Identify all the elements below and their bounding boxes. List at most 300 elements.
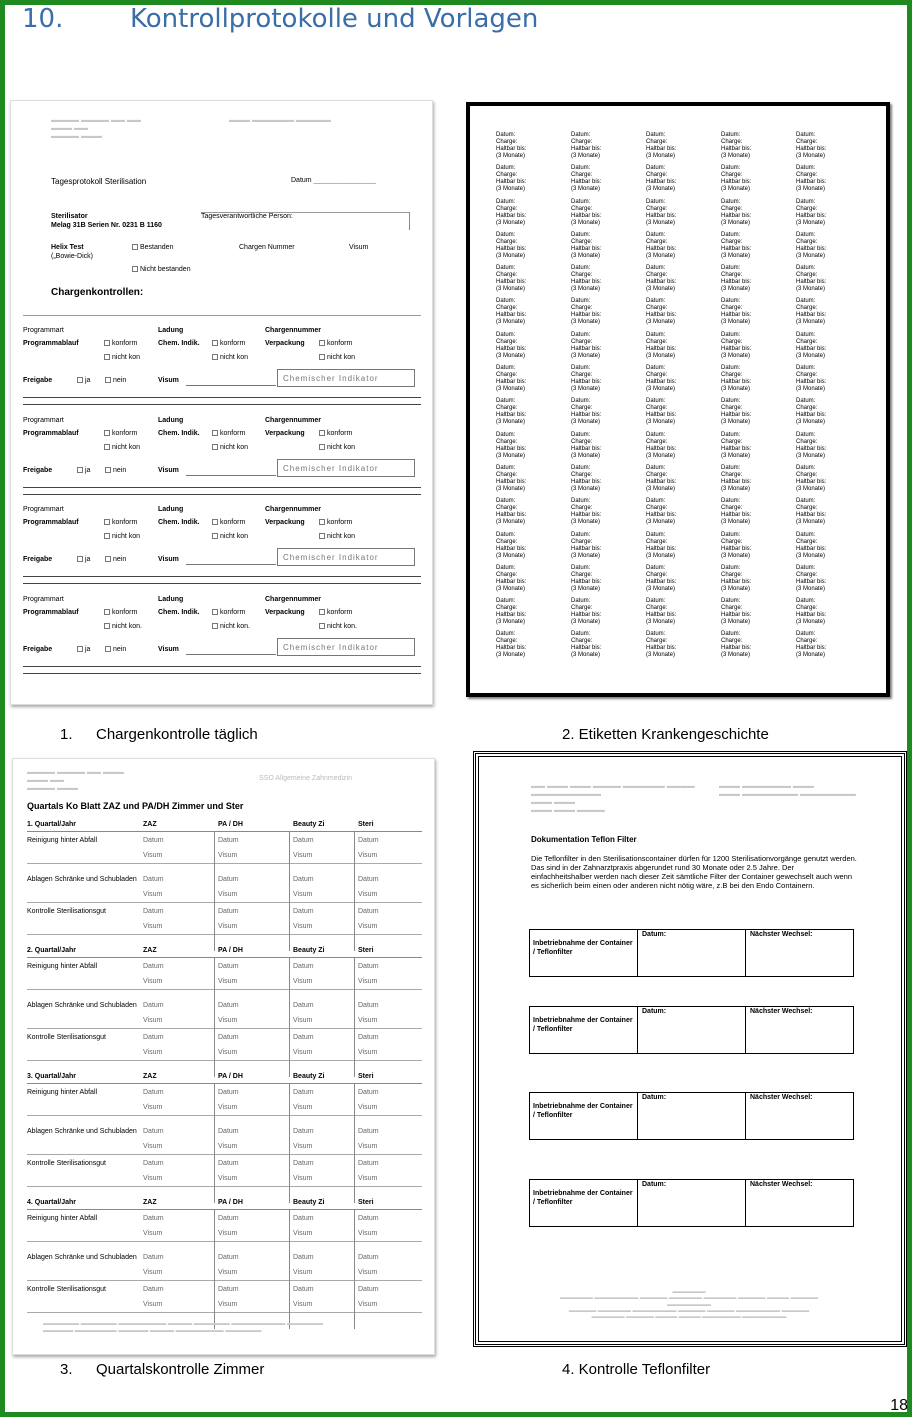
label-cell: Datum: Charge: Haltbar bis: (3 Monate) — [571, 198, 602, 226]
column-header: PA / DH — [218, 1073, 243, 1080]
ladung-label: Ladung — [158, 327, 184, 334]
datum-cell: Datum — [293, 1286, 314, 1293]
visum-cell: Visum — [218, 1230, 238, 1237]
row-label: Ablagen Schränke und Schubladen — [27, 1002, 137, 1009]
row-label: Kontrolle Sterilisationsgut — [27, 1034, 106, 1041]
datum-field[interactable]: Datum: — [638, 930, 746, 976]
teflon-record-box — [529, 929, 854, 977]
column-divider — [354, 1083, 355, 1203]
divider — [27, 1186, 422, 1187]
freigabe-label: Freigabe — [23, 646, 53, 653]
datum-cell: Datum — [143, 1002, 164, 1009]
programmablauf-label: Programmablauf — [23, 609, 79, 616]
nicht-konform-option: nicht kon — [319, 354, 355, 362]
label-cell: Datum: Charge: Haltbar bis: (3 Monate) — [796, 531, 827, 559]
visum-cell: Visum — [293, 1269, 313, 1276]
wechsel-field[interactable]: Nächster Wechsel: — [750, 1008, 813, 1015]
chargennummer-label: Chargennummer — [265, 327, 322, 334]
label-cell: Datum: Charge: Haltbar bis: (3 Monate) — [496, 464, 527, 492]
checkbox[interactable] — [319, 519, 325, 525]
row-label: Ablagen Schränke und Schubladen — [27, 1254, 137, 1261]
chargennummer-label: Chargennummer — [265, 506, 322, 513]
visum-label: Visum — [158, 377, 179, 384]
verpackung-label: Verpackung — [265, 519, 305, 526]
visum-cell: Visum — [143, 852, 163, 859]
checkbox[interactable] — [212, 519, 218, 525]
freigabe-label: Freigabe — [23, 556, 53, 563]
visum-cell: Visum — [143, 1049, 163, 1056]
box-label: Inbetriebnahme der Container / Teflonfilter — [530, 1093, 638, 1139]
label-cell: Datum: Charge: Haltbar bis: (3 Monate) — [646, 331, 677, 359]
datum-cell: Datum — [143, 837, 164, 844]
label-cell: Datum: Charge: Haltbar bis: (3 Monate) — [646, 132, 677, 159]
datum-cell: Datum — [218, 963, 239, 970]
label-cell: Datum: Charge: Haltbar bis: (3 Monate) — [571, 265, 602, 293]
label-cell: Datum: Charge: Haltbar bis: (3 Monate) — [646, 564, 677, 592]
label-cell: Datum: Charge: Haltbar bis: (3 Monate) — [496, 198, 527, 226]
datum-cell: Datum — [218, 1034, 239, 1041]
datum-cell: Datum — [218, 876, 239, 883]
datum-cell: Datum — [358, 1160, 379, 1167]
konform-option: konform — [319, 340, 352, 348]
section-number: 10. — [22, 4, 64, 34]
checkbox[interactable] — [105, 377, 111, 383]
indikator-box: Chemischer Indikator — [277, 638, 415, 656]
datum-field[interactable]: Datum: — [638, 1093, 746, 1139]
checkbox[interactable] — [319, 533, 325, 539]
divider — [27, 989, 422, 990]
visum-cell: Visum — [143, 923, 163, 930]
label-cell: Datum: Charge: Haltbar bis: (3 Monate) — [646, 598, 677, 626]
section-title: Kontrollprotokolle und Vorlagen — [130, 4, 539, 34]
chargennummer-label: Chargennummer — [265, 417, 322, 424]
nicht-bestanden-option: Nicht bestanden — [132, 266, 191, 274]
chem-indik-label: Chem. Indik. — [158, 340, 200, 347]
visum-cell: Visum — [218, 1143, 238, 1150]
datum-cell: Datum — [218, 1002, 239, 1009]
visum-cell: Visum — [358, 1269, 378, 1276]
quarter-label: 2. Quartal/Jahr — [27, 947, 77, 954]
visum-cell: Visum — [143, 891, 163, 898]
label-cell: Datum: Charge: Haltbar bis: (3 Monate) — [496, 564, 527, 592]
bestanden-option: Bestanden — [132, 244, 173, 252]
label-cell: Datum: Charge: Haltbar bis: (3 Monate) — [646, 498, 677, 526]
divider — [27, 1028, 422, 1029]
konform-option: konform — [319, 609, 352, 617]
column-divider — [289, 1209, 290, 1329]
label-cell: Datum: Charge: Haltbar bis: (3 Monate) — [496, 531, 527, 559]
datum-field[interactable]: Datum: — [638, 1180, 746, 1226]
label-cell: Datum: Charge: Haltbar bis: (3 Monate) — [721, 132, 752, 159]
row-label: Ablagen Schränke und Schubladen — [27, 876, 137, 883]
divider — [27, 863, 422, 864]
datum-cell: Datum — [293, 876, 314, 883]
column-divider — [214, 831, 215, 951]
divider — [27, 1083, 422, 1084]
nein-option: nein — [105, 646, 126, 654]
label-cell: Datum: Charge: Haltbar bis: (3 Monate) — [646, 265, 677, 293]
label-cell: Datum: Charge: Haltbar bis: (3 Monate) — [571, 331, 602, 359]
label-cell: Datum: Charge: Haltbar bis: (3 Monate) — [721, 365, 752, 393]
konform-option: konform — [212, 430, 245, 438]
wechsel-field[interactable]: Nächster Wechsel: — [750, 931, 813, 938]
checkbox[interactable] — [105, 467, 111, 473]
nicht-konform-option: nicht kon — [212, 444, 248, 452]
chem-indik-label: Chem. Indik. — [158, 609, 200, 616]
visum-cell: Visum — [143, 1230, 163, 1237]
divider — [27, 1312, 422, 1313]
datum-cell: Datum — [293, 1160, 314, 1167]
indikator-box: Chemischer Indikator — [277, 459, 415, 477]
column-header: Beauty Zi — [293, 1073, 325, 1080]
programmablauf-label: Programmablauf — [23, 340, 79, 347]
visum-cell: Visum — [358, 1175, 378, 1182]
column-header: PA / DH — [218, 1199, 243, 1206]
verpackung-label: Verpackung — [265, 609, 305, 616]
nicht-konform-option: nicht kon — [104, 533, 140, 541]
datum-cell: Datum — [358, 876, 379, 883]
checkbox[interactable] — [212, 340, 218, 346]
divider — [27, 1241, 422, 1242]
chem-indik-label: Chem. Indik. — [158, 430, 200, 437]
checkbox[interactable] — [105, 646, 111, 652]
divider — [27, 1115, 422, 1116]
visum-cell: Visum — [358, 923, 378, 930]
column-divider — [289, 957, 290, 1077]
checkbox[interactable] — [77, 646, 83, 652]
helix-sub: („Bowie-Dick) — [51, 253, 93, 260]
ladung-label: Ladung — [158, 596, 184, 603]
ja-option: ja — [77, 377, 90, 385]
checkbox[interactable] — [319, 430, 325, 436]
programmart-label: Programmart — [23, 506, 64, 513]
label-cell: Datum: Charge: Haltbar bis: (3 Monate) — [496, 132, 527, 159]
checkbox[interactable] — [212, 354, 218, 360]
datum-cell: Datum — [218, 1286, 239, 1293]
label-cell: Datum: Charge: Haltbar bis: (3 Monate) — [721, 564, 752, 592]
label-cell: Datum: Charge: Haltbar bis: (3 Monate) — [571, 431, 602, 459]
label-cell: Datum: Charge: Haltbar bis: (3 Monate) — [721, 598, 752, 626]
visum-cell: Visum — [143, 1301, 163, 1308]
label-cell: Datum: Charge: Haltbar bis: (3 Monate) — [571, 398, 602, 426]
datum-cell: Datum — [218, 837, 239, 844]
datum-cell: Datum — [143, 908, 164, 915]
label-cell: Datum: Charge: Haltbar bis: (3 Monate) — [796, 564, 827, 592]
checkbox[interactable] — [104, 623, 110, 629]
label-cell: Datum: Charge: Haltbar bis: (3 Monate) — [796, 198, 827, 226]
checkbox[interactable] — [319, 609, 325, 615]
label-cell: Datum: Charge: Haltbar bis: (3 Monate) — [796, 265, 827, 293]
visum-cell: Visum — [218, 1017, 238, 1024]
letterhead-right: ▬▬▬ ▬▬▬▬▬▬▬ ▬▬▬ ▬▬▬ ▬▬▬▬▬▬▬▬ ▬▬▬▬▬▬▬▬ — [719, 783, 856, 799]
visum-cell: Visum — [143, 1017, 163, 1024]
visum-cell: Visum — [293, 1301, 313, 1308]
label-grid — [496, 132, 871, 665]
helix-label: Helix Test — [51, 244, 84, 251]
nicht-konform-option: nicht kon. — [104, 623, 142, 631]
column-divider — [354, 831, 355, 951]
wechsel-field[interactable]: Nächster Wechsel: — [750, 1181, 813, 1188]
datum-cell: Datum — [358, 1034, 379, 1041]
nicht-konform-option: nicht kon — [212, 533, 248, 541]
column-header: ZAZ — [143, 1199, 157, 1206]
doc1-datum-label: Datum ________________ — [291, 177, 376, 184]
column-header: Beauty Zi — [293, 821, 325, 828]
datum-cell: Datum — [358, 1254, 379, 1261]
checkbox[interactable] — [77, 377, 83, 383]
visum-cell: Visum — [293, 1175, 313, 1182]
footer-text: ▬▬▬▬▬▬ ▬▬▬▬▬▬ ▬▬▬▬▬▬▬▬ ▬▬▬▬ ▬▬▬▬▬▬ ▬▬▬▬▬▬▬▬▬ ▬▬▬▬▬▬ ▬▬▬▬▬ ▬▬▬▬▬▬▬ ▬▬▬▬▬ ▬▬▬▬ ▬▬▬▬▬▬▬▬ ▬▬▬▬▬▬ — [43, 1321, 324, 1334]
label-cell: Datum: Charge: Haltbar bis: (3 Monate) — [571, 298, 602, 326]
letterhead-left: ▬▬▬▬ ▬▬▬▬ ▬▬ ▬▬▬ ▬▬▬ ▬▬ ▬▬▬▬ ▬▬▬ — [27, 769, 124, 793]
visum-cell: Visum — [293, 1230, 313, 1237]
datum-cell: Datum — [143, 1254, 164, 1261]
checkbox[interactable] — [104, 519, 110, 525]
nicht-konform-option: nicht kon — [319, 533, 355, 541]
nicht-konform-option: nicht kon — [212, 354, 248, 362]
visum-label: Visum — [349, 244, 369, 251]
label-cell: Datum: Charge: Haltbar bis: (3 Monate) — [646, 365, 677, 393]
checkbox[interactable] — [105, 556, 111, 562]
row-label: Reinigung hinter Abfall — [27, 1089, 98, 1096]
datum-cell: Datum — [293, 1089, 314, 1096]
checkbox[interactable] — [212, 444, 218, 450]
column-divider — [354, 1209, 355, 1329]
divider — [23, 404, 421, 405]
divider — [409, 212, 410, 230]
label-cell: Datum: Charge: Haltbar bis: (3 Monate) — [796, 231, 827, 259]
column-divider — [214, 1083, 215, 1203]
teflon-record-box — [529, 1179, 854, 1227]
quarter-label: 3. Quartal/Jahr — [27, 1073, 77, 1080]
visum-cell: Visum — [143, 1175, 163, 1182]
divider — [27, 957, 422, 958]
label-cell: Datum: Charge: Haltbar bis: (3 Monate) — [571, 598, 602, 626]
datum-cell: Datum — [293, 1128, 314, 1135]
column-header: Steri — [358, 947, 374, 954]
checkbox[interactable] — [104, 340, 110, 346]
letterhead-left: ▬▬ ▬▬▬ ▬▬▬ ▬▬▬▬ ▬▬▬▬▬▬ ▬▬▬▬ ▬▬▬▬▬▬▬▬▬▬ ▬▬▬ ▬▬▬ ▬▬▬ ▬▬▬ ▬▬▬▬ — [531, 783, 695, 815]
datum-cell: Datum — [218, 1254, 239, 1261]
checkbox[interactable] — [104, 354, 110, 360]
konform-option: konform — [212, 519, 245, 527]
label-cell: Datum: Charge: Haltbar bis: (3 Monate) — [796, 165, 827, 193]
visum-cell: Visum — [218, 1104, 238, 1111]
label-cell: Datum: Charge: Haltbar bis: (3 Monate) — [571, 231, 602, 259]
visum-cell: Visum — [293, 1017, 313, 1024]
label-cell: Datum: Charge: Haltbar bis: (3 Monate) — [571, 631, 602, 659]
checkbox[interactable] — [319, 444, 325, 450]
label-cell: Datum: Charge: Haltbar bis: (3 Monate) — [721, 464, 752, 492]
datum-cell: Datum — [218, 1215, 239, 1222]
doc3-title: Quartals Ko Blatt ZAZ und PA/DH Zimmer und Ster — [27, 801, 244, 811]
divider — [27, 831, 422, 832]
datum-cell: Datum — [358, 1215, 379, 1222]
visum-cell: Visum — [358, 852, 378, 859]
label-cell: Datum: Charge: Haltbar bis: (3 Monate) — [721, 198, 752, 226]
column-header: PA / DH — [218, 947, 243, 954]
label-cell: Datum: Charge: Haltbar bis: (3 Monate) — [796, 132, 827, 159]
verpackung-label: Verpackung — [265, 430, 305, 437]
checkbox[interactable] — [104, 533, 110, 539]
label-cell: Datum: Charge: Haltbar bis: (3 Monate) — [721, 298, 752, 326]
datum-cell: Datum — [358, 963, 379, 970]
datum-field[interactable]: Datum: — [638, 1007, 746, 1053]
checkbox[interactable] — [77, 467, 83, 473]
wechsel-field[interactable]: Nächster Wechsel: — [750, 1094, 813, 1101]
datum-cell: Datum — [143, 1034, 164, 1041]
divider — [23, 583, 421, 584]
caption-3: 3. Quartalskontrolle Zimmer — [60, 1361, 265, 1378]
column-header: ZAZ — [143, 821, 157, 828]
visum-cell: Visum — [218, 978, 238, 985]
checkbox[interactable] — [132, 244, 138, 250]
label-cell: Datum: Charge: Haltbar bis: (3 Monate) — [496, 598, 527, 626]
quarter-label: 1. Quartal/Jahr — [27, 821, 77, 828]
konform-option: konform — [104, 430, 137, 438]
datum-cell: Datum — [143, 1286, 164, 1293]
nein-option: nein — [105, 556, 126, 564]
visum-cell: Visum — [218, 891, 238, 898]
visum-cell: Visum — [143, 978, 163, 985]
chem-indik-label: Chem. Indik. — [158, 519, 200, 526]
datum-cell: Datum — [293, 1215, 314, 1222]
signature-line — [186, 564, 276, 565]
divider — [23, 666, 421, 667]
label-cell: Datum: Charge: Haltbar bis: (3 Monate) — [571, 498, 602, 526]
doc4-body: Die Teflonfilter in den Sterilisationscontainer dürfen für 1200 Sterilisationvorgänge genutzt werden. Das sind in der Zahnarztpraxis abgerundet rund 30 Monate oder 2.5 Jahre. Der einfachheitshalber werden nach dieser Zeit sämtliche Filter der Container gewechselt auch wenn es sicherlich beim einen oder anderen nicht nötig wäre, z.B bei den Endo Containern. — [531, 854, 857, 890]
datum-cell: Datum — [143, 1215, 164, 1222]
checkbox[interactable] — [104, 444, 110, 450]
column-divider — [214, 1209, 215, 1329]
label-cell: Datum: Charge: Haltbar bis: (3 Monate) — [646, 631, 677, 659]
divider — [27, 1280, 422, 1281]
column-header: Steri — [358, 821, 374, 828]
caption-1: 1. Chargenkontrolle täglich — [60, 726, 258, 743]
visum-cell: Visum — [143, 1269, 163, 1276]
label-cell: Datum: Charge: Haltbar bis: (3 Monate) — [796, 631, 827, 659]
doc3-header-right: SSO Allgemeine Zahnmedizin — [259, 775, 352, 782]
checkbox[interactable] — [319, 354, 325, 360]
label-cell: Datum: Charge: Haltbar bis: (3 Monate) — [646, 298, 677, 326]
datum-cell: Datum — [143, 876, 164, 883]
visum-cell: Visum — [218, 1049, 238, 1056]
visum-cell: Visum — [293, 1104, 313, 1111]
programmart-label: Programmart — [23, 327, 64, 334]
footer-text: ▬▬▬▬▬▬ ▬▬▬▬▬▬ ▬▬▬▬▬▬▬▬ ▬▬▬▬▬ ▬▬▬▬▬▬ ▬▬▬▬▬▬ ▬▬▬▬▬ ▬▬▬▬ ▬▬▬▬▬ ▬▬▬▬▬▬▬▬ ▬▬▬▬▬ ▬▬▬▬▬▬ ▬▬▬▬▬▬▬▬ ▬▬▬▬▬ ▬▬▬▬▬ ▬▬▬▬▬▬▬▬ ▬▬▬▬▬ ▬▬▬▬▬▬ ▬▬▬▬▬ ▬▬▬▬ ▬▬▬▬ ▬▬▬▬▬▬▬ ▬▬▬▬▬▬▬▬ — [559, 1289, 819, 1321]
indikator-box: Chemischer Indikator — [277, 548, 415, 566]
visum-cell: Visum — [358, 1017, 378, 1024]
row-label: Reinigung hinter Abfall — [27, 1215, 98, 1222]
visum-cell: Visum — [358, 1301, 378, 1308]
row-label: Ablagen Schränke und Schubladen — [27, 1128, 137, 1135]
checkbox[interactable] — [212, 609, 218, 615]
checkbox[interactable] — [212, 533, 218, 539]
label-cell: Datum: Charge: Haltbar bis: (3 Monate) — [721, 265, 752, 293]
datum-cell: Datum — [293, 1002, 314, 1009]
visum-cell: Visum — [293, 978, 313, 985]
label-cell: Datum: Charge: Haltbar bis: (3 Monate) — [496, 298, 527, 326]
label-cell: Datum: Charge: Haltbar bis: (3 Monate) — [721, 331, 752, 359]
datum-cell: Datum — [293, 908, 314, 915]
checkbox[interactable] — [319, 340, 325, 346]
label-cell: Datum: Charge: Haltbar bis: (3 Monate) — [496, 431, 527, 459]
column-divider — [354, 957, 355, 1077]
divider — [27, 934, 422, 935]
label-cell: Datum: Charge: Haltbar bis: (3 Monate) — [571, 464, 602, 492]
datum-cell: Datum — [218, 1128, 239, 1135]
ja-option: ja — [77, 556, 90, 564]
ladung-label: Ladung — [158, 417, 184, 424]
visum-cell: Visum — [218, 1301, 238, 1308]
divider — [23, 397, 421, 398]
indikator-box: Chemischer Indikator — [277, 369, 415, 387]
checkbox[interactable] — [319, 623, 325, 629]
label-cell: Datum: Charge: Haltbar bis: (3 Monate) — [571, 165, 602, 193]
konform-option: konform — [212, 609, 245, 617]
visum-cell: Visum — [218, 923, 238, 930]
letterhead-right: ▬▬▬ ▬▬▬▬▬▬ ▬▬▬▬▬ — [229, 117, 331, 124]
programmart-label: Programmart — [23, 417, 64, 424]
column-header: ZAZ — [143, 947, 157, 954]
visum-cell: Visum — [358, 978, 378, 985]
visum-cell: Visum — [218, 1175, 238, 1182]
column-divider — [289, 1083, 290, 1203]
checkbox[interactable] — [77, 556, 83, 562]
datum-cell: Datum — [293, 963, 314, 970]
chargennummer-label: Chargennummer — [265, 596, 322, 603]
ja-option: ja — [77, 467, 90, 475]
label-cell: Datum: Charge: Haltbar bis: (3 Monate) — [496, 398, 527, 426]
quarter-label: 4. Quartal/Jahr — [27, 1199, 77, 1206]
programmart-label: Programmart — [23, 596, 64, 603]
visum-label: Visum — [158, 467, 179, 474]
doc4-title: Dokumentation Teflon Filter — [531, 835, 637, 844]
divider — [23, 487, 421, 488]
label-cell: Datum: Charge: Haltbar bis: (3 Monate) — [571, 132, 602, 159]
visum-cell: Visum — [293, 852, 313, 859]
label-cell: Datum: Charge: Haltbar bis: (3 Monate) — [496, 265, 527, 293]
row-label: Kontrolle Sterilisationsgut — [27, 1160, 106, 1167]
label-cell: Datum: Charge: Haltbar bis: (3 Monate) — [796, 464, 827, 492]
ladung-label: Ladung — [158, 506, 184, 513]
checkbox[interactable] — [104, 430, 110, 436]
label-cell: Datum: Charge: Haltbar bis: (3 Monate) — [496, 365, 527, 393]
label-cell: Datum: Charge: Haltbar bis: (3 Monate) — [646, 165, 677, 193]
checkbox[interactable] — [212, 430, 218, 436]
column-header: Steri — [358, 1199, 374, 1206]
visum-cell: Visum — [293, 923, 313, 930]
nein-option: nein — [105, 467, 126, 475]
konform-option: konform — [212, 340, 245, 348]
divider — [23, 576, 421, 577]
doc-etiketten — [466, 102, 890, 697]
checkbox[interactable] — [104, 609, 110, 615]
nicht-konform-option: nicht kon — [104, 354, 140, 362]
datum-cell: Datum — [358, 1128, 379, 1135]
visum-cell: Visum — [143, 1143, 163, 1150]
caption-2: 2. Etiketten Krankengeschichte — [562, 726, 769, 743]
datum-cell: Datum — [143, 963, 164, 970]
ja-option: ja — [77, 646, 90, 654]
label-cell: Datum: Charge: Haltbar bis: (3 Monate) — [796, 598, 827, 626]
checkbox[interactable] — [132, 266, 138, 272]
section-heading — [22, 4, 538, 34]
datum-cell: Datum — [293, 1034, 314, 1041]
visum-cell: Visum — [143, 1104, 163, 1111]
signature-line — [186, 385, 276, 386]
checkbox[interactable] — [212, 623, 218, 629]
